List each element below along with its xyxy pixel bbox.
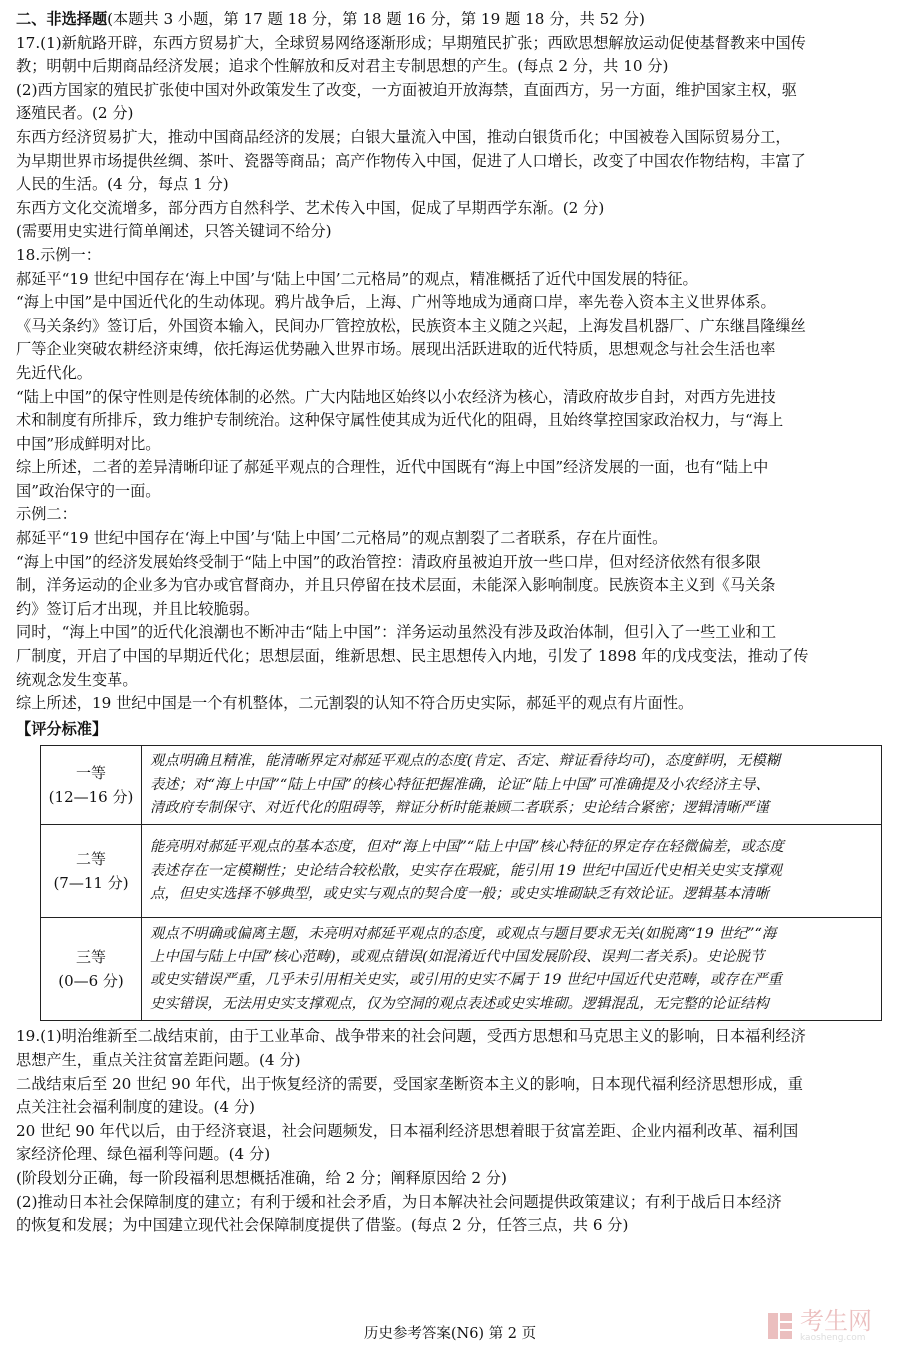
grade-desc-line: 表述；对“海上中国”“陆上中国”的核心特征把握准确，论证“陆上中国”可准确提及小农经济主导、	[150, 776, 770, 793]
grade-description	[142, 746, 882, 825]
q18-line: 术和制度有所排斥，致力维护专制统治。这种保守属性使其成为近代化的阻碍，且始终掌控国家政治权力，与“海上	[16, 411, 784, 430]
grade-desc-line: 观点明确且精准，能清晰界定对郝延平观点的态度(肯定、否定、辩证看待均可)，态度鲜明，无模糊	[150, 753, 781, 770]
q17-line: 东西方文化交流增多，部分西方自然科学、艺术传入中国，促成了早期西学东渐。(2 分)	[16, 198, 605, 217]
q17-line: 人民的生活。(4 分，每点 1 分)	[16, 175, 229, 194]
q18-line: 统观念发生变革。	[16, 670, 138, 689]
q18-line: 厂等企业突破农耕经济束缚，依托海运优势融入世界市场。展现出活跃进取的近代特质，思想观念与社会生活也率	[16, 340, 776, 359]
answer-page	[16, 8, 886, 1238]
grade-row	[41, 746, 882, 825]
grade-desc-line: 点，但史实选择不够典型，或史实与观点的契合度一般；或史实堆砌缺乏有效论证。逻辑基本清晰	[150, 886, 769, 903]
q18-line: 综上所述，19 世纪中国是一个有机整体，二元割裂的认知不符合历史实际，郝延平的观点有片面性。	[16, 694, 694, 713]
grade-cell	[41, 825, 142, 918]
q18-line: 《马关条约》签订后，外国资本输入，民间办厂管控放松，民族资本主义随之兴起，上海发昌机器厂、广东继昌隆缫丝	[16, 316, 806, 335]
q18-line: 郝延平“19 世纪中国存在‘海上中国’与‘陆上中国’二元格局”的观点割裂了二者联系，存在片面性。	[16, 529, 668, 548]
question-19	[16, 1025, 886, 1237]
q19-line: (2)推动日本社会保障制度的建立；有利于缓和社会矛盾，为日本解决社会问题提供政策建议；有利于战后日本经济	[16, 1192, 782, 1211]
grade-desc-line: 表述存在一定模糊性；史论结合较松散，史实存在瑕疵，能引用 19 世纪中国近代史相关史实支撑观	[150, 862, 782, 879]
q19-line: 二战结束后至 20 世纪 90 年代，出于恢复经济的需要，受国家垄断资本主义的影响，日本现代福利经济思想形成，重	[16, 1074, 803, 1093]
q17-line: (需要用史实进行简单阐述，只答关键词不给分)	[16, 222, 332, 241]
q19-line: 家经济伦理、绿色福利等问题。(4 分)	[16, 1145, 271, 1164]
grade-desc-line: 史实错误，无法用史实支撑观点，仅为空洞的观点表述或史实堆砌。逻辑混乱，无完整的论证结构	[150, 995, 769, 1012]
grade-desc-line: 观点不明确或偏离主题，未亮明对郝延平观点的态度，或观点与题目要求无关(如脱离“19 世纪”“海	[150, 925, 777, 942]
grade-range: (0—6 分)	[58, 972, 124, 991]
q17-line: (2)西方国家的殖民扩张使中国对外政策发生了改变，一方面被迫开放海禁，直面西方，另一方面，维护国家主权，驱	[16, 80, 797, 99]
q19-line: 20 世纪 90 年代以后，由于经济衰退，社会问题频发，日本福利经济思想着眼于贫富差距、企业内福利改革、福利国	[16, 1121, 799, 1140]
q18-line: 中国”形成鲜明对比。	[16, 434, 161, 453]
q18-line: 国”政治保守的一面。	[16, 481, 161, 500]
q18-line: 制，洋务运动的企业多为官办或官督商办，并且只停留在技术层面，未能深入影响制度。民族资本主义到《马关条	[16, 576, 776, 595]
grade-desc-line: 或史实错误严重，几乎未引用相关史实，或引用的史实不属于 19 世纪中国近代史范畴，或存在严重	[150, 972, 782, 989]
grade-desc-line: 清政府专制保守、对近代化的阻碍等，辩证分析时能兼顾二者联系；史论结合紧密；逻辑清晰严谨	[150, 800, 769, 817]
q17-line: 教；明朝中后期商品经济发展；追求个性解放和反对君主专制思想的产生。(每点 2 分，共 10 分)	[16, 57, 669, 76]
grade-description	[142, 918, 882, 1021]
grade-row	[41, 825, 882, 918]
q18-line: 示例二：	[16, 505, 77, 524]
grade-row	[41, 918, 882, 1021]
q18-line: “陆上中国”的保守性则是传统体制的必然。广大内陆地区始终以小农经济为核心，清政府故步自封，对西方先进技	[16, 387, 776, 406]
question-17	[16, 32, 886, 244]
grading-table	[40, 745, 882, 1021]
grading-criteria-heading: 【评分标准】	[16, 719, 108, 738]
watermark-sub: kaosheng.com	[800, 1333, 866, 1343]
page-footer: 历史参考答案(N6) 第 2 页	[363, 1326, 537, 1342]
q18-line: “海上中国”的经济发展始终受制于“陆上中国”的政治管控：清政府虽被迫开放一些口岸，但对经济依然有很多限	[16, 552, 761, 571]
question-18	[16, 244, 886, 1021]
q17-line: 17.(1)新航路开辟，东西方贸易扩大，全球贸易网络逐渐形成；早期殖民扩张；西欧思想解放运动促使基督教来中国传	[16, 33, 806, 52]
q17-line: 为早期世界市场提供丝绸、茶叶、瓷器等商品；高产作物传入中国，促进了人口增长，改变了中国农作物结构，丰富了	[16, 151, 806, 170]
grade-desc-line: 上中国与陆上中国”核心范畴)，或观点错误(如混淆近代中国发展阶段、误判二者关系)。史论脱节	[150, 949, 765, 965]
q18-line: 综上所述，二者的差异清晰印证了郝延平观点的合理性，近代中国既有“海上中国”经济发展的一面，也有“陆上中	[16, 458, 769, 477]
q19-line: 的恢复和发展；为中国建立现代社会保障制度提供了借鉴。(每点 2 分，任答三点，共 6 分)	[16, 1216, 629, 1235]
q17-line: 逐殖民者。(2 分)	[16, 104, 134, 123]
grade-desc-line: 能亮明对郝延平观点的基本态度，但对“海上中国”“陆上中国”核心特征的界定存在轻微偏差，或态度	[150, 839, 784, 856]
section-title-note: (本题共 3 小题，第 17 题 18 分，第 18 题 16 分，第 19 题 18 分，共 52 分)	[107, 10, 645, 28]
grade-range: (12—16 分)	[48, 788, 134, 807]
section-title-label: 二、非选择题	[16, 10, 108, 28]
q18-line: 同时，“海上中国”的近代化浪潮也不断冲击“陆上中国”：洋务运动虽然没有涉及政治体制，但引入了一些工业和工	[16, 623, 777, 642]
q19-line: 思想产生，重点关注贫富差距问题。(4 分)	[16, 1051, 301, 1069]
q19-line: 19.(1)明治维新至二战结束前，由于工业革命、战争带来的社会问题，受西方思想和马克思主义的影响，日本福利经济	[16, 1027, 806, 1046]
grade-description	[142, 825, 882, 918]
grade-name: 三等	[75, 948, 106, 967]
q19-line: 点关注社会福利制度的建设。(4 分)	[16, 1098, 255, 1117]
q18-line: 先近代化。	[16, 363, 92, 382]
q18-line: “海上中国”是中国近代化的生动体现。鸦片战争后，上海、广州等地成为通商口岸，率先卷入资本主义世界体系。	[16, 293, 776, 312]
q17-line: 东西方经济贸易扩大，推动中国商品经济的发展；白银大量流入中国，推动白银货币化；中国被卷入国际贸易分工，	[16, 127, 791, 146]
grade-cell	[41, 918, 142, 1021]
q18-line: 厂制度，开启了中国的早期近代化；思想层面，维新思想、民主思想传入内地，引发了 1898 年的戊戌变法，推动了传	[16, 647, 809, 666]
grade-name: 二等	[75, 850, 106, 869]
q18-line: 18.示例一：	[16, 245, 101, 264]
q18-line: 郝延平“19 世纪中国存在‘海上中国’与‘陆上中国’二元格局”的观点，精准概括了近代中国发展的特征。	[16, 269, 698, 288]
watermark-brand: 考生网	[800, 1307, 872, 1335]
q18-line: 约》签订后才出现，并且比较脆弱。	[16, 599, 259, 618]
grade-range: (7—11 分)	[53, 874, 129, 893]
grade-cell	[41, 746, 142, 825]
grade-name: 一等	[75, 764, 106, 783]
section-heading	[16, 8, 886, 32]
q19-line: (阶段划分正确，每一阶段福利思想概括准确，给 2 分；阐释原因给 2 分)	[16, 1168, 507, 1187]
